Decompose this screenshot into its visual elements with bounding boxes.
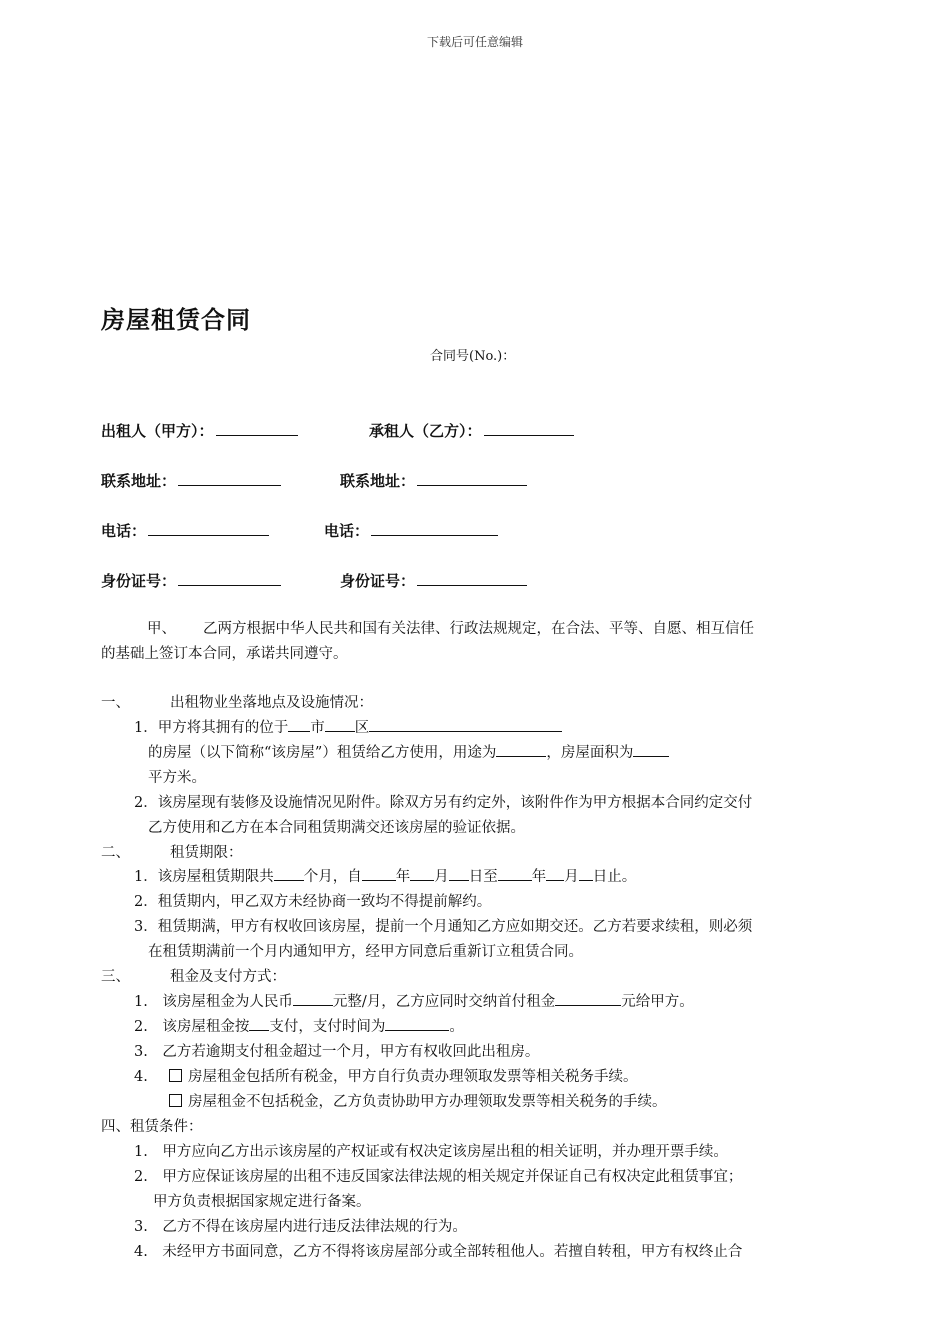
checkbox-icon[interactable] [169, 1069, 182, 1082]
section-2-item-3-cont: 在租赁期满前一个月内通知甲方，经甲方同意后重新订立租赁合同。 [148, 944, 583, 960]
section-4-item-3: 3. 乙方不得在该房屋内进行违反法律法规的行为。 [134, 1219, 467, 1235]
city-blank[interactable] [288, 717, 310, 732]
section-1-item-1-cont: 的房屋（以下简称“该房屋”）租赁给乙方使用，用途为 ，房屋面积为 [148, 742, 669, 764]
checkbox-icon[interactable] [169, 1094, 182, 1107]
end-year-blank[interactable] [498, 866, 532, 881]
lessee-field[interactable]: 承租人（乙方）： [369, 420, 574, 441]
payment-cycle-blank[interactable] [249, 1016, 269, 1031]
section-4-item-1: 1. 甲方应向乙方出示该房屋的产权证或有权决定该房屋出租的相关证明，并办理开票手续。 [134, 1144, 728, 1160]
section-1-heading: 出租物业坐落地点及设施情况： [170, 695, 373, 711]
lessee-address-blank[interactable] [417, 472, 527, 486]
end-month-blank[interactable] [546, 866, 564, 881]
section-1-item-2: 2．该房屋现有装修及设施情况见附件。除双方另有约定外，该附件作为甲方根据本合同约定交付 [134, 795, 753, 811]
lessee-phone-blank[interactable] [371, 522, 498, 536]
section-2-heading: 租赁期限： [170, 845, 243, 861]
contract-number-label: 合同号(No.)： [430, 349, 516, 364]
section-3-item-2: 2. 该房屋租金按 支付，支付时间为 。 [134, 1016, 464, 1038]
first-rent-blank[interactable] [555, 991, 621, 1006]
section-3-item-1: 1. 该房屋租金为人民币 元整/月，乙方应同时交纳首付租金 元给甲方。 [134, 991, 694, 1013]
district-blank[interactable] [325, 717, 355, 732]
lessor-address-field[interactable]: 联系地址： [101, 470, 281, 491]
area-blank[interactable] [633, 742, 669, 757]
end-day-blank[interactable] [579, 866, 593, 881]
section-3-item-3: 3. 乙方若逾期支付租金超过一个月，甲方有权收回此出租房。 [134, 1044, 540, 1060]
preamble-line-2: 的基础上签订本合同，承诺共同遵守。 [101, 646, 348, 662]
section-1-number: 一、 [101, 695, 130, 711]
download-note: 下载后可任意编辑 [426, 35, 523, 49]
lessee-address-field[interactable]: 联系地址： [340, 470, 527, 491]
address-blank[interactable] [369, 717, 562, 732]
section-3-number: 三、 [101, 969, 130, 985]
section-4-heading: 四、租赁条件： [101, 1119, 203, 1135]
contract-title: 房屋租赁合同 [101, 305, 251, 334]
start-year-blank[interactable] [362, 866, 396, 881]
monthly-rent-blank[interactable] [293, 991, 333, 1006]
section-4-item-2: 2. 甲方应保证该房屋的出租不违反国家法律法规的相关规定并保证自己有权决定此租赁事宜； [134, 1169, 743, 1185]
lessee-id-field[interactable]: 身份证号： [340, 570, 527, 591]
section-2-item-2: 2．租赁期内，甲乙双方未经协商一致均不得提前解约。 [134, 894, 492, 910]
section-3-item-4-num: 4. [134, 1069, 148, 1085]
section-4-item-4: 4. 未经甲方书面同意，乙方不得将该房屋部分或全部转租他人。若擅自转租，甲方有权终止合 [134, 1244, 743, 1260]
lessor-address-blank[interactable] [178, 472, 281, 486]
preamble-line-1: 甲、 乙两方根据中华人民共和国有关法律、行政法规规定，在合法、平等、自愿、相互信任 [147, 621, 754, 637]
usage-blank[interactable] [496, 742, 546, 757]
lessor-id-blank[interactable] [178, 572, 281, 586]
months-blank[interactable] [274, 866, 304, 881]
section-1-item-1-unit: 平方米。 [148, 770, 206, 786]
lessor-phone-field[interactable]: 电话： [101, 520, 269, 541]
tax-included-option[interactable]: 房屋租金包括所有税金，甲方自行负责办理领取发票等相关税务手续。 [169, 1066, 638, 1088]
lessor-phone-blank[interactable] [148, 522, 269, 536]
lessee-phone-field[interactable]: 电话： [324, 520, 498, 541]
lessor-blank[interactable] [216, 422, 298, 436]
section-4-item-2-cont: 甲方负责根据国家规定进行备案。 [153, 1194, 371, 1210]
lessee-id-blank[interactable] [417, 572, 527, 586]
section-1-item-1: 1．甲方将其拥有的位于 市 区 [134, 717, 562, 739]
start-day-blank[interactable] [449, 866, 469, 881]
lessor-field[interactable]: 出租人（甲方）： [101, 420, 298, 441]
tax-excluded-option[interactable]: 房屋租金不包括税金，乙方负责协助甲方办理领取发票等相关税务的手续。 [169, 1091, 667, 1113]
section-2-number: 二、 [101, 845, 130, 861]
section-1-item-2-cont: 乙方使用和乙方在本合同租赁期满交还该房屋的验证依据。 [148, 820, 525, 836]
section-2-item-3: 3．租赁期满，甲方有权收回该房屋，提前一个月通知乙方应如期交还。乙方若要求续租，则必须 [134, 919, 753, 935]
section-3-heading: 租金及支付方式： [170, 969, 286, 985]
start-month-blank[interactable] [410, 866, 434, 881]
section-2-item-1: 1．该房屋租赁期限共 个月，自 年 月 日至 年 月 日止。 [134, 866, 636, 888]
lessee-blank[interactable] [484, 422, 574, 436]
lessor-id-field[interactable]: 身份证号： [101, 570, 281, 591]
payment-time-blank[interactable] [385, 1016, 449, 1031]
